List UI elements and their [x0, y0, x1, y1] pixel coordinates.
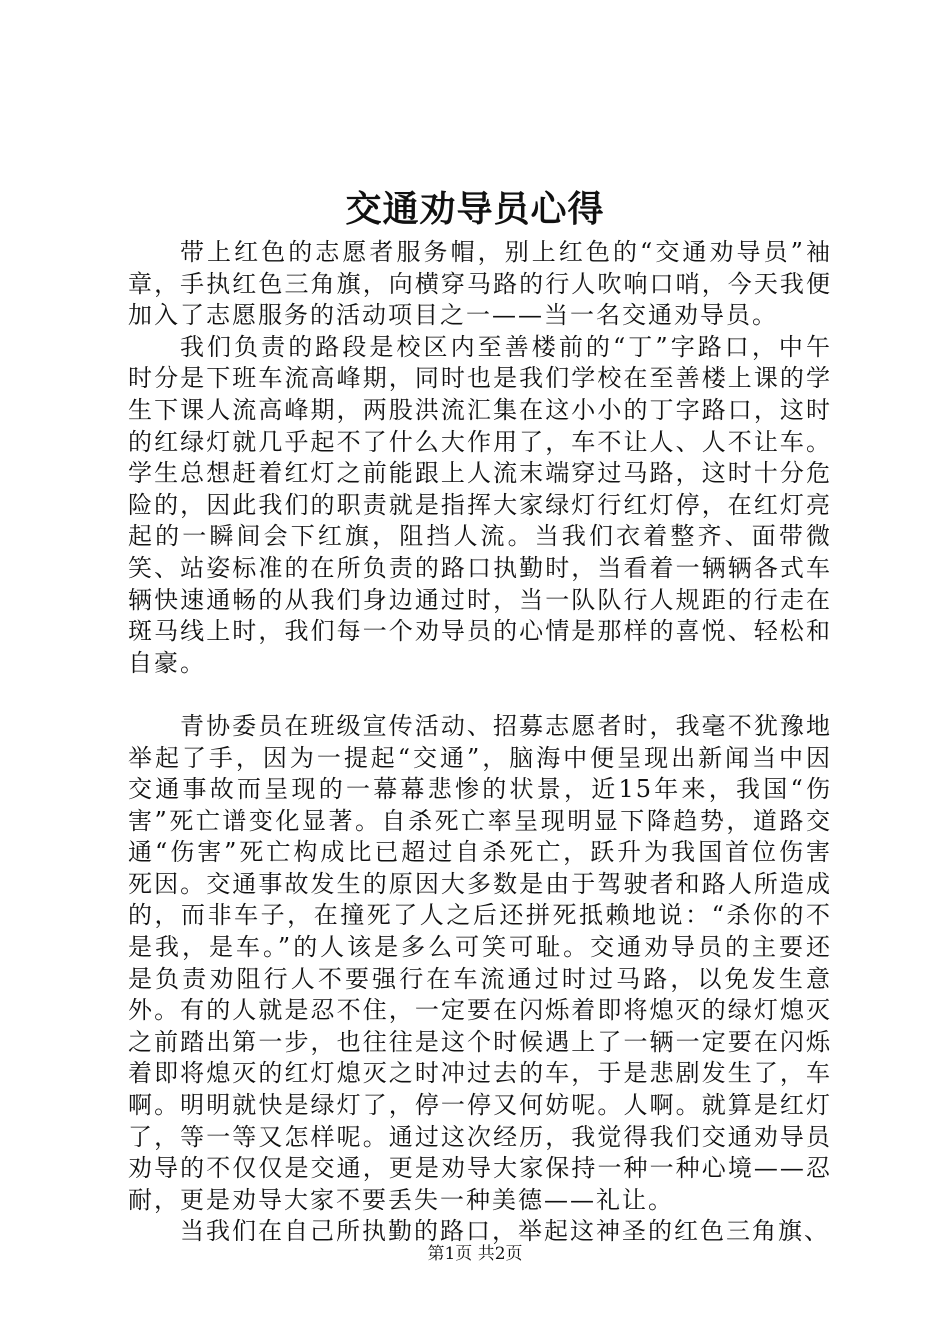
paragraph-4: 当我们在自己所执勤的路口，举起这神圣的红色三角旗、	[180, 1217, 830, 1246]
paragraph-2: 我们负责的路段是校区内至善楼前的“丁”字路口，中午时分是下班车流高峰期，同时也是我们学校在至善楼上课的学生下课人流高峰期，两股洪流汇集在这小小的丁字路口，这时的红绿灯就几乎起不了什么大作用了，车不让人、人不让车。学生总想赶着红灯之前能跟上人流末端穿过马路，这时十分危险的，因此我们的职责就是指挥大家绿灯行红灯停，在红灯亮起的一瞬间会下红旗，阻挡人流。当我们衣着整齐、面带微笑、站姿标准的在所负责的路口执勤时，当看着一辆辆各式车辆快速通畅的从我们身边通过时，当一队队行人规距的行走在斑马线上时，我们每一个劝导员的心情是那样的喜悦、轻松和自豪。	[128, 332, 832, 677]
paragraph-3: 青协委员在班级宣传活动、招募志愿者时，我毫不犹豫地举起了手，因为一提起“交通”，脑海中便呈现出新闻当中因交通事故而呈现的一幕幕悲惨的状景，近15年来，我国“伤害”死亡谱变化显著。自杀死亡率呈现明显下降趋势，道路交通“伤害”死亡构成比已超过自杀死亡，跃升为我国首位伤害死因。交通事故发生的原因大多数是由于驾驶者和路人所造成的，而非车子，在撞死了人之后还拼死抵赖地说：“杀你的不是我，是车。”的人该是多么可笑可耻。交通劝导员的主要还是负责劝阻行人不要强行在车流通过时过马路，以免发生意外。有的人就是忍不住，一定要在闪烁着即将熄灭的绿灯熄灭之前踏出第一步，也往往是这个时候遇上了一辆一定要在闪烁着即将熄灭的红灯熄灭之时冲过去的车，于是悲剧发生了，车啊。明明就快是绿灯了，停一停又何妨呢。人啊。就算是红灯了，等一等又怎样呢。通过这次经历，我觉得我们交通劝导员劝导的不仅仅是交通，更是劝导大家保持一种一种心境——忍耐，更是劝导大家不要丢失一种美德——礼让。	[128, 711, 832, 1214]
paragraph-gap	[128, 679, 832, 711]
page-number-footer: 第1页 共2页	[427, 1244, 523, 1264]
page-title: 交通劝导员心得	[345, 188, 605, 230]
paragraph-1: 带上红色的志愿者服务帽，别上红色的“交通劝导员”袖章，手执红色三角旗，向横穿马路的行人吹响口哨，今天我便加入了志愿服务的活动项目之一——当一名交通劝导员。	[128, 238, 832, 330]
document-body	[128, 237, 832, 1248]
